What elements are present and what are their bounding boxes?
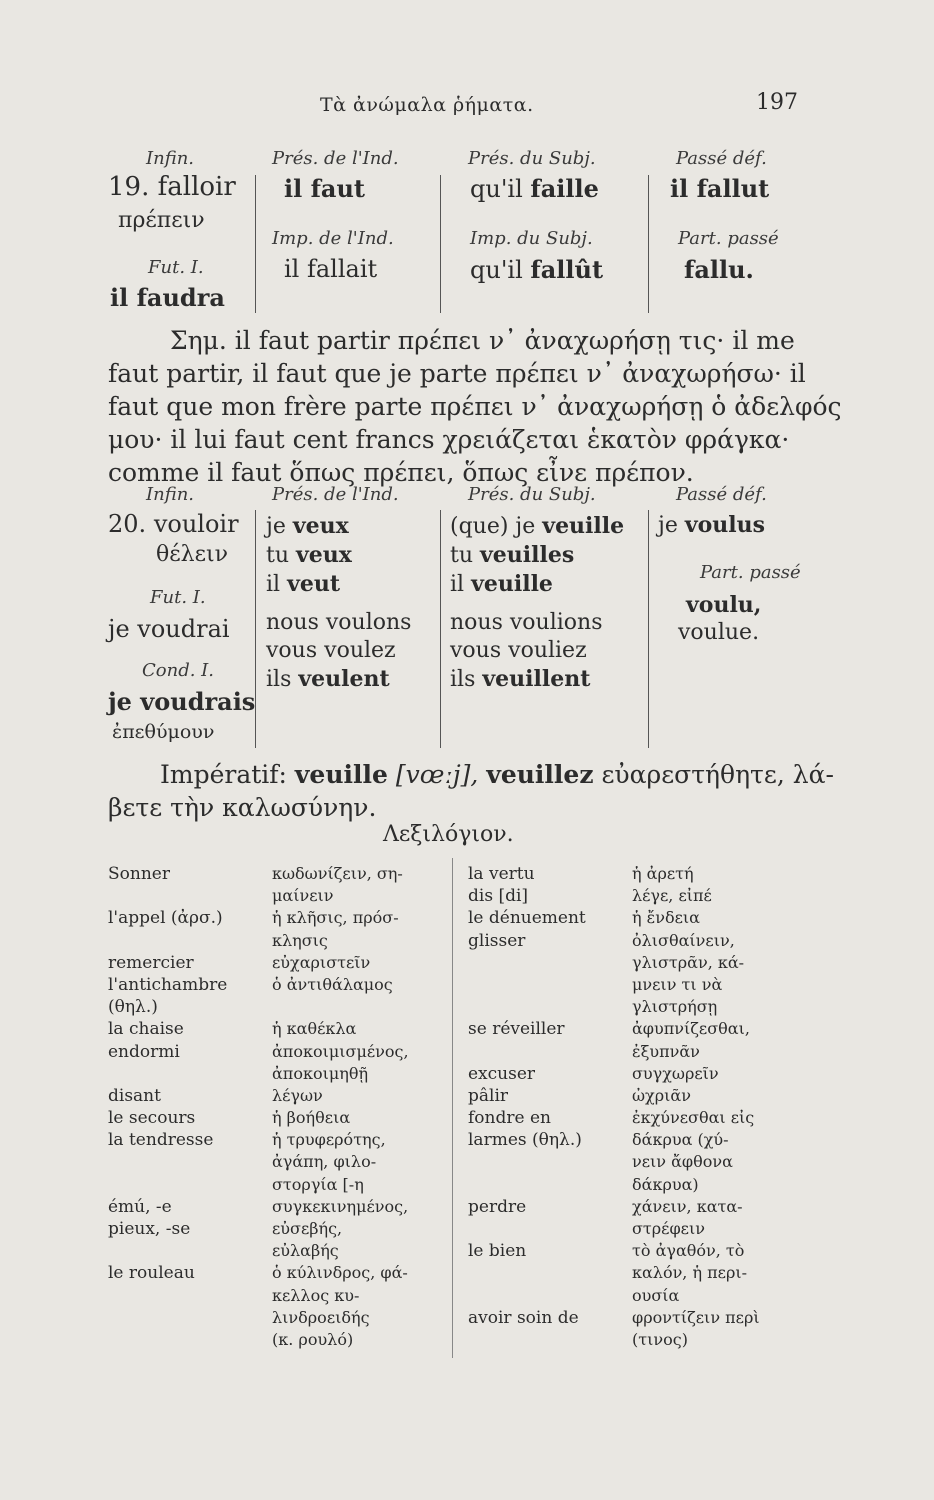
vocab-entry-line: la vertu bbox=[468, 864, 535, 884]
conjugation-row: (que) je veuille bbox=[450, 513, 625, 539]
paragraph-line: comme il faut ὅπως πρέπει, ὅπως εἶνε πρέπον. bbox=[108, 458, 694, 487]
vocab-entry-line bbox=[108, 885, 227, 907]
vocab-entry-line: ἡ κλῆσις, πρόσ- bbox=[272, 908, 399, 928]
vocab-entry-line bbox=[108, 1329, 227, 1351]
conditional-label: Cond. I. bbox=[142, 660, 214, 681]
vocab-entry-line: τὸ ἀγαθόν, τὸ bbox=[632, 1241, 745, 1261]
vocab-entry-line bbox=[108, 1285, 227, 1307]
verb-number: 20. vouloir bbox=[108, 510, 239, 538]
vocab-entry-line bbox=[468, 1262, 586, 1284]
vocab-entry-line: ἡ βοήθεια bbox=[272, 1108, 351, 1128]
vocab-entry-line bbox=[468, 1174, 586, 1196]
vocab-entry-line: la tendresse bbox=[108, 1130, 214, 1151]
conjugation-row: il veuille bbox=[450, 571, 553, 597]
vocab-entry-line: κλησις bbox=[272, 930, 328, 950]
header-infin: Infin. bbox=[146, 484, 195, 505]
vocab-entry-line: se réveiller bbox=[468, 1019, 565, 1040]
vocab-greek-column-left bbox=[272, 863, 409, 1351]
conjugation-row: ils veulent bbox=[266, 666, 390, 692]
conjugation-row: ils veuillent bbox=[450, 666, 591, 692]
vocab-entry-line: εὐχαριστεῖν bbox=[272, 952, 371, 972]
vocab-french-column-right bbox=[468, 863, 586, 1351]
vocab-entry-line: le secours bbox=[108, 1108, 196, 1129]
header-pres-ind: Prés. de l'Ind. bbox=[272, 148, 399, 169]
vocab-entry-line: (κ. ρουλό) bbox=[272, 1329, 354, 1349]
vocab-entry-line: émú, -e bbox=[108, 1196, 172, 1217]
vocab-entry-line: ὀλισθαίνειν, bbox=[632, 930, 735, 950]
vocab-entry-line: ἀποκοιμισμένος, bbox=[272, 1041, 409, 1061]
vocab-entry-line: δάκρυα (χύ- bbox=[632, 1130, 729, 1150]
paragraph-line: βετε τὴν καλωσύνην. bbox=[108, 793, 377, 822]
vocab-entry-line: pieux, -se bbox=[108, 1219, 191, 1239]
vocab-entry-line: remercier bbox=[108, 952, 194, 973]
header-part-passe: Part. passé bbox=[678, 228, 779, 249]
conjugation-row: nous voulons bbox=[266, 610, 412, 635]
running-header-title: Τὰ ἀνώμαλα ῥήματα. bbox=[320, 94, 534, 116]
vocab-entry-line bbox=[108, 1307, 227, 1329]
vocab-entry-line bbox=[468, 1041, 586, 1063]
column-divider bbox=[648, 510, 649, 748]
vocab-entry-line: ὁ ἀντιθάλαμος bbox=[272, 974, 393, 994]
vocab-column-divider bbox=[452, 858, 453, 1358]
vocab-entry-line: glisser bbox=[468, 930, 526, 951]
header-passe-def: Passé déf. bbox=[676, 484, 767, 505]
vocab-entry-line: fondre en bbox=[468, 1108, 551, 1129]
conjugation-row: nous voulions bbox=[450, 610, 603, 635]
vocab-entry-line: νειν ἄφθονα bbox=[632, 1152, 733, 1172]
future-label: Fut. I. bbox=[148, 257, 204, 278]
vocab-entry-line: le rouleau bbox=[108, 1263, 195, 1284]
vocab-entry-line: συγκεκινημένος, bbox=[272, 1196, 409, 1216]
paragraph-line: μου· il lui faut cent francs χρειάζεται ἑκατὸν φράγκα· bbox=[108, 425, 790, 454]
vocab-entry-line bbox=[468, 1151, 586, 1173]
header-part-passe: Part. passé bbox=[700, 562, 801, 583]
part-passe-value: fallu. bbox=[684, 255, 754, 284]
vocab-entry-line: ὠχριᾶν bbox=[632, 1085, 691, 1105]
vocab-entry-line bbox=[108, 930, 227, 952]
vocab-entry-line bbox=[468, 1218, 586, 1240]
verb-greek: θέλειν bbox=[156, 542, 228, 567]
verb-infinitive: vouloir bbox=[153, 510, 239, 538]
conjugation-row: tu veuilles bbox=[450, 542, 575, 568]
vocab-entry-line: (θηλ.) bbox=[108, 997, 158, 1018]
vocab-entry-line: ἡ ἔνδεια bbox=[632, 908, 700, 928]
vocab-entry-line bbox=[272, 996, 409, 1018]
header-pres-ind: Prés. de l'Ind. bbox=[272, 484, 399, 505]
vocab-entry-line bbox=[108, 1151, 227, 1173]
header-passe-def: Passé déf. bbox=[676, 148, 767, 169]
vocab-entry-line: ὁ κύλινδρος, φά- bbox=[272, 1263, 408, 1283]
vocab-entry-line: εὐσεβής, bbox=[272, 1219, 343, 1238]
vocab-entry-line: l'appel (ἀρσ.) bbox=[108, 908, 223, 929]
pres-ind-list bbox=[266, 512, 411, 694]
vocab-entry-line: perdre bbox=[468, 1196, 527, 1217]
conditional-greek: ἐπεθύμουν bbox=[112, 721, 215, 743]
vocab-entry-line: ἡ ἀρετή bbox=[632, 864, 694, 883]
vocab-entry-line bbox=[108, 1174, 227, 1196]
paragraph-line: Σημ. il faut partir πρέπει ν᾿ ἀναχωρήσῃ τις· il me bbox=[170, 326, 795, 355]
vocab-entry-line bbox=[468, 952, 586, 974]
vocab-entry-line: δάκρυα) bbox=[632, 1174, 699, 1194]
vocab-entry-line: στρέφειν bbox=[632, 1219, 705, 1238]
vocab-entry-line: φροντίζειν περὶ bbox=[632, 1307, 760, 1327]
future-label: Fut. I. bbox=[150, 587, 206, 608]
vocab-entry-line: λέγων bbox=[272, 1085, 323, 1105]
vocab-entry-line: le dénuement bbox=[468, 908, 586, 929]
vocab-entry-line bbox=[108, 1063, 227, 1085]
vocab-entry-line: (τινος) bbox=[632, 1329, 688, 1349]
imperative-note bbox=[108, 758, 834, 824]
conjugation-row: vous vouliez bbox=[450, 638, 587, 663]
vocab-entry-line: ἀφυπνίζεσθαι, bbox=[632, 1019, 750, 1039]
column-divider bbox=[440, 510, 441, 748]
header-pres-subj: Prés. du Subj. bbox=[468, 148, 596, 169]
vocab-entry-line bbox=[468, 996, 586, 1018]
vocab-entry-line bbox=[468, 1285, 586, 1307]
vocab-entry-line: excuser bbox=[468, 1063, 536, 1084]
vocab-entry-line: le bien bbox=[468, 1241, 527, 1262]
vocab-entry-line: Sonner bbox=[108, 864, 170, 884]
vocab-entry-line: avoir soin de bbox=[468, 1307, 579, 1328]
vocab-entry-line: ἐξυπνᾶν bbox=[632, 1041, 700, 1061]
vocab-entry-line bbox=[468, 1329, 586, 1351]
verb-number: 19. falloir bbox=[108, 172, 236, 202]
pres-ind-value: il faut bbox=[284, 174, 365, 203]
conjugation-row: je veux bbox=[266, 513, 349, 539]
vocab-entry-line: larmes (θηλ.) bbox=[468, 1130, 582, 1151]
vocab-entry-line: dis [di] bbox=[468, 886, 529, 907]
vocab-entry-line: γλιστρήσῃ bbox=[632, 997, 718, 1017]
vocab-entry-line: ἡ τρυφερότης, bbox=[272, 1130, 386, 1150]
pres-subj-list bbox=[450, 512, 624, 694]
vocab-entry-line: ἐκχύνεσθαι εἰς bbox=[632, 1108, 755, 1128]
passe-def-value: je voulus bbox=[658, 512, 766, 538]
pres-subj-value: qu'il faille bbox=[470, 174, 599, 203]
imp-ind-value: il fallait bbox=[284, 255, 378, 283]
vocab-entry-line: λινδροειδής bbox=[272, 1307, 370, 1327]
vocab-entry-line bbox=[468, 974, 586, 996]
vocab-entry-line bbox=[108, 1240, 227, 1262]
usage-note-paragraph bbox=[108, 324, 842, 489]
vocab-entry-line: γλιστρᾶν, κά- bbox=[632, 952, 745, 972]
vocab-entry-line: συγχωρεῖν bbox=[632, 1063, 719, 1083]
verb-greek: πρέπειν bbox=[118, 208, 205, 233]
paragraph-line: Impératif: veuille [vœːj], veuillez εὐαρεστήθητε, λά- bbox=[160, 760, 834, 789]
vocab-entry-line: λέγε, εἰπέ bbox=[632, 886, 712, 906]
vocab-entry-line: endormi bbox=[108, 1041, 180, 1062]
column-divider bbox=[255, 510, 256, 748]
vocabulary-title: Λεξιλόγιον. bbox=[383, 822, 514, 847]
future-value: je voudrai bbox=[108, 615, 230, 643]
header-pres-subj: Prés. du Subj. bbox=[468, 484, 596, 505]
verb-infinitive: falloir bbox=[157, 172, 236, 202]
part-passe-value: voulu, bbox=[686, 592, 762, 618]
vocab-entry-line: εὐλαβής bbox=[272, 1241, 339, 1261]
header-imp-subj: Imp. du Subj. bbox=[470, 228, 593, 249]
column-divider bbox=[648, 175, 649, 313]
vocab-entry-line: κελλος κυ- bbox=[272, 1285, 360, 1305]
conjugation-row: il veut bbox=[266, 571, 341, 597]
paragraph-line: faut que mon frère parte πρέπει ν᾿ ἀναχωρήσῃ ὁ ἀδελφός bbox=[108, 392, 842, 421]
vocab-entry-line: μνειν τι νὰ bbox=[632, 974, 723, 994]
vocab-entry-line: pâlir bbox=[468, 1085, 509, 1106]
header-imp-ind: Imp. de l'Ind. bbox=[272, 228, 394, 249]
vocab-entry-line: στοργία [-η bbox=[272, 1174, 364, 1194]
paragraph-line: faut partir, il faut que je parte πρέπει ν᾿ ἀναχωρήσω· il bbox=[108, 359, 806, 388]
passe-def-value: il fallut bbox=[670, 174, 770, 203]
vocab-entry-line: disant bbox=[108, 1085, 161, 1106]
header-infin: Infin. bbox=[146, 148, 195, 169]
page-number: 197 bbox=[756, 90, 798, 115]
vocab-entry-line: κωδωνίζειν, ση- bbox=[272, 864, 403, 883]
conjugation-row: vous voulez bbox=[266, 638, 396, 663]
vocab-entry-line: ουσία bbox=[632, 1285, 680, 1305]
column-divider bbox=[440, 175, 441, 313]
vocab-entry-line: l'antichambre bbox=[108, 974, 228, 995]
vocab-french-column-left bbox=[108, 863, 227, 1351]
vocab-entry-line: ἀγάπη, φιλο- bbox=[272, 1152, 377, 1172]
vocab-entry-line: χάνειν, κατα- bbox=[632, 1196, 743, 1216]
part-passe-feminine: voulue. bbox=[678, 620, 760, 645]
conditional-value: je voudrais bbox=[108, 687, 256, 716]
vocab-entry-line: καλόν, ἡ περι- bbox=[632, 1263, 748, 1283]
vocab-entry-line: ἀποκοιμηθῇ bbox=[272, 1063, 369, 1083]
vocab-entry-line: μαίνειν bbox=[272, 886, 334, 906]
imp-subj-value: qu'il fallût bbox=[470, 255, 604, 284]
conjugation-row: tu veux bbox=[266, 542, 352, 568]
vocab-entry-line: la chaise bbox=[108, 1019, 184, 1040]
future-value: il faudra bbox=[110, 283, 225, 312]
column-divider bbox=[255, 175, 256, 313]
vocab-entry-line: ἡ καθέκλα bbox=[272, 1019, 357, 1039]
vocab-greek-column-right bbox=[632, 863, 760, 1351]
